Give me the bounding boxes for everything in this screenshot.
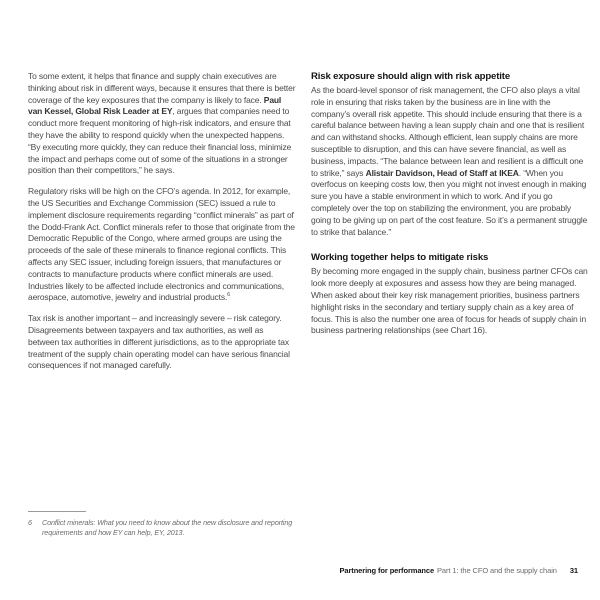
section-heading: Risk exposure should align with risk appetite: [311, 71, 511, 82]
paragraph-text: To some extent, it helps that finance and supply chain executives are thinking about risk in different ways, because it ensures that there is better coverage of the key exposures that the company is likely to face.: [28, 71, 296, 105]
page-footer: [340, 566, 578, 575]
section-heading: Working together helps to mitigate risks: [311, 252, 489, 264]
paragraph-risk-coverage: [28, 71, 296, 177]
footer-section-label: Part 1: the CFO and the supply chain: [437, 566, 557, 575]
paragraph-text: , argues that companies need to conduct more frequent monitoring of high-risk indicators, and ensure that they have the ability to respond quickly when the unexpected happens. “By executing more quickly, they can reduce their financial loss, minimize the impact and perhaps come out of some of the situations in a stronger position than their competitors,” he says.: [28, 106, 292, 176]
right-column: [311, 71, 589, 381]
footnote-text: [42, 518, 318, 537]
paragraph-regulatory-risks: [28, 186, 296, 304]
person-name-paul-van-kessel: Paul van Kessel, Global Risk Leader at EY: [28, 94, 282, 117]
footnote-reference: 6: [227, 292, 231, 299]
footnote-number: 6: [28, 518, 32, 527]
paragraph-text: Regulatory risks will be high on the CFO’s agenda. In 2012, for example, the US Securities and Exchange Commission (SEC) issued a rule to implement disclosure requirements regarding “conflict minerals” as part of the Dodd-Frank Act. Conflict minerals refer to those that originate from the Democratic Republic of the Congo, where armed groups are using the proceeds of the sale of these minerals to finance regional conflicts. This affects any SEC issuer, including foreign issuers, that manufactures or contracts to manufacture products where conflict minerals are used. Industries likely to be affected include electronics and communications, aerospace, automotive, jewelry and industrial products.: [28, 186, 295, 303]
paragraph-mitigate-risks: By becoming more engaged in the supply chain, business partner CFOs can look more deeply at exposures and assess how they are being managed. When asked about their key risk management priorities, business partners highlight risks in the secondary and tertiary supply chain as a key area of focus. This is also the number one area of focus for heads of supply chain in business partnering relationships (see Chart 16).: [311, 266, 588, 336]
paragraph-tax-risk: Tax risk is another important – and increasingly severe – risk category. Disagreements between taxpayers and tax authorities, as well as between tax authorities in different jurisdictions, as to the appropriate tax treatment of the supply chain operating model can have serious financial consequences if not managed carefully.: [28, 313, 290, 371]
section-working-together: [311, 252, 589, 337]
footnote-title: Conflict minerals: What you need to know about the new disclosure and reporting requirements and how EY can help: [42, 518, 293, 537]
section-risk-exposure: [311, 71, 589, 238]
paragraph-text: . “When you overfocus on keeping costs low, then you might not invest enough in making sure you have a stable environment in which to work. And if you go completely over the top on stabilizing the environment, you are probably going to be giving up on part of the cost feature. So it’s a permanent struggle to strike that balance.”: [311, 167, 588, 237]
page-number: 31: [569, 566, 578, 575]
footnote: [28, 518, 318, 537]
two-column-layout: [28, 71, 589, 381]
person-name-alistair-davidson: Alistair Davidson, Head of Staff at IKEA: [365, 167, 519, 178]
paragraph-text: As the board-level sponsor of risk management, the CFO also plays a vital role in ensuring that risks taken by the business are in line with the company’s overall risk appetite. This should include ensuring that there is a careful balance between having a lean supply chain and one that is resilient and can withstand shocks. Although efficient, lean supply chains are more susceptible to disruption, and this can have severe financial, as well as business, impacts. “The balance between lean and resilient is a difficult one to strike,” says: [311, 85, 585, 178]
paragraph-risk-appetite: [311, 85, 589, 238]
footnote-source: , EY, 2013.: [150, 527, 185, 537]
footnote-divider: [28, 511, 86, 512]
footnote-area: [28, 511, 318, 537]
left-column: [28, 71, 296, 381]
report-title: Partnering for performance: [339, 566, 435, 575]
